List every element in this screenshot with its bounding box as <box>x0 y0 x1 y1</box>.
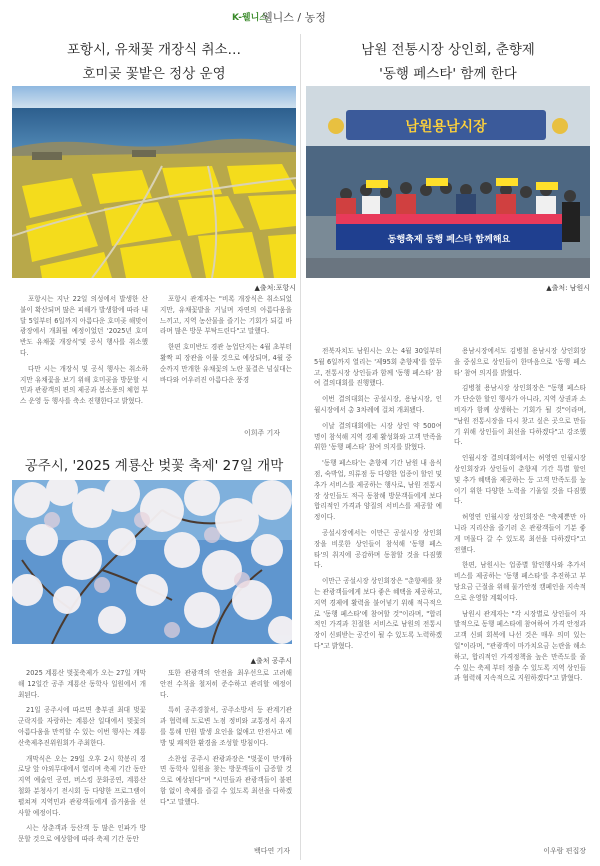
market-sign-text: 남원용남시장 <box>405 119 487 135</box>
photo-credit-gongju: ▲출처 공주시 <box>250 657 292 665</box>
photo-cherry-blossom <box>12 480 292 644</box>
market-banner-text: 동행축제 동행 페스타 함께해요 <box>387 235 511 245</box>
page-header <box>0 0 600 30</box>
photo-credit-pohang: ▲출처:포항시 <box>254 284 296 292</box>
reporter-gongju: 백다연 기자 <box>253 847 290 855</box>
article-namwon-body-col1: 전북자치도 남원시는 오는 4월 30일부터 5월 6일까지 열리는 '제95회 춘향제'를 앞두고, 전통시장 상인들과 함께 '동행 페스타' 참여 결의대회를 진행했다. 이번 결의대회는 공설시장, 용남시장, 인월시장에서 총 3차례에 걸쳐 개최됐다. 이날 결의대회에는 시장 상인 약 500여 명이 참석해 지역 경제 활성화와 고객 만족을 위한 '동행 페스타' 참여 의지를 밝혔다. '동행 페스타'는 춘향제 기간 남원 내 음식점, 숙박업, 의류점 등 다양한 업종이 할인 및 추가 서비스를 제공하는 행사로, 남원 전통시장 상인들도 적극 동참해 방문객들에게 보다 합리적인 가격과 양질의 서비스를 제공할 예정이다. 공설시장에서는 이만근 공설시장 상인회장을 비롯한 상인들이 참석해 '동행 페스타'의 취지에 공감하며 동참할 것을 다짐했다. 이만근 공설시장 상인회장은 "춘향제를 찾는 관광객들에게 보다 좋은 혜택을 제공하고, 지역 경제에 활력을 불어넣기 위해 적극적으로 '동행 페스타'에 참여할 것"이라며, "합리적인 가격과 친절한 서비스로 남원의 전통시장이 신뢰받는 공간이 될 수 있도록 노력하겠다"고 밝혔다. <box>314 347 442 650</box>
section-title: 웰니스 / 농정 <box>262 11 326 24</box>
photo-market-group <box>306 86 590 278</box>
article-gongju-body-col1: 2025 계룡산 벚꽃축제가 오는 27일 개막해 12일간 공주 계룡산 동학사 일원에서 개최된다. 21일 공주시에 따르면 충부권 최대 벚꽃군락지를 자랑하는 계룡산 일대에서 벚꽃의 아름다움을 만끽할 수 있는 이번 행사는 계룡산축제추진위원회가 주최한다. 개막식은 오는 29일 오후 2시 학봉리 경로당 앞 야외무대에서 열리며 축제 기간 동안 지역 예술인 공연, 버스킹 문화공연, 계룡산 철화 분청사기 전시회 등 다양한 프로그램이 펼쳐져 지역민과 관광객들에게 즐거움을 선사할 예정이다. 시는 상춘객과 등산객 등 많은 인파가 방문할 것으로 예상함에 따라 축제 기간 동안 <box>18 669 146 844</box>
article-gongju-headline[interactable]: 공주시, '2025 계룡산 벚꽃 축제' 27일 개막 <box>24 458 284 474</box>
reporter-pohang: 이희주 기자 <box>243 429 280 437</box>
article-namwon-body-col2: 용남시장에서도 김병철 용남시장 상인회장을 중심으로 상인들이 한마음으로 '동행 페스타' 참여 의지를 밝혔다. 김병철 용남시장 상인회장은 "동행 페스타가 단순한 할인 행사가 아니라, 지역 상권과 소비자가 함께 상생하는 기회가 될 것"이라며, "남원 전통시장을 다시 찾고 싶은 곳으로 만들기 위해 상인들이 최선을 다하겠다"고 강조했다. 인월시장 결의대회에서는 허영연 인월시장 상인회장과 상인들이 춘향제 기간 특별 할인 및 추가 혜택을 제공하는 등 고객 만족도를 높이기 위한 다양한 노력을 기울일 것을 다짐했다. 허영연 인월시장 상인회장은 "축제뿐만 아니라 지리산을 즐기러 온 관광객들이 기분 좋게 머물다 갈 수 있도록 최선을 다하겠다"고 전했다. 한편, 남원시는 업종별 할인행사와 추가서비스를 제공하는 '동행 페스타'를 추진하고 부당요금 근절을 위해 물가안정 캠페인을 지속적으로 운영할 계획이다. 남원시 관계자는 "각 시장별로 상인들이 자발적으로 동행 페스타에 참여하여 가격 안정과 고객 신뢰 회복에 나선 것은 매우 의미 있는 일"이라며, "관광객이 마가치요금 논란을 해소하고, 합리적인 가격정책을 높은 만족도를 줄수 있는 축제 부터 정출 수 있도록 지역 상인들과 협력해 지속적으로 지원하겠다"고 밝혔다. <box>454 347 586 683</box>
column-divider <box>300 34 301 860</box>
article-namwon <box>306 38 590 86</box>
article-gongju-body-col2: 또한 관광객의 안전을 최우선으로 고려해 안전 수칙을 철저히 준수하고 관리할 예정이다. 특히 공주경찰서, 공주소방서 등 관계기관과 협력해 도로변 노점 정비와 교통정서 유지를 통해 민원 발생 요인을 없애고 안전사고 예방 및 쾌적한 환경을 조성할 방침이다. 소찬섭 공주시 관광과장은 "벚꽃이 만개하면 동학사 일원을 찾는 방문객들이 급증할 것으로 예상된다"며 "시민들과 관광객들이 불편함 없이 축제를 즐길 수 있도록 최선을 다하겠다"고 말했다. <box>160 669 292 806</box>
article-gongju <box>12 454 296 478</box>
article-pohang-body-col2: 포항시 관계자는 "비록 개장식은 취소되었지만, 유채꽃밭을 거닐며 자연의 아름다움을 느끼고, 지역 농산물을 즐기는 기회가 되길 바라며 많은 방문 부탁드린다"고 말했다. 한편 호미반도 경관 농업단지는 4월 초부터 활짝 피 장관을 이룰 것으로 예상되며, 4월 중순까지 만개한 유채꽃의 노란 물결은 넘실대는 바다와 어우러진 아름다운 풍경 <box>160 295 292 384</box>
photo-credit-namwon: ▲출처: 남원시 <box>546 284 590 292</box>
article-namwon-headline[interactable]: 남원 전통시장 상인회, 춘향제 '동행 페스타' 함께 한다 <box>361 42 535 82</box>
article-pohang-body-col1: 포항시는 지난 22일 의성에서 발생한 산불이 확산되며 많은 피해가 발생함에 따라 내달 5일부터 6일까지 아름다운 호미곶 해맞이 광장에서 개최될 예정이었던 '2025년 호미반도 유채꽃 개장식'및 공식 행사를 취소했다. 다만 시는 개장식 및 공식 행사는 취소하지만 유채꽃을 보기 위해 호미곶을 방문할 시민과 관광객의 편의 제공과 봄소풍의 체험 부스 운영 등 행사를 축소 진행한다고 밝혔다. <box>20 295 148 406</box>
reporter-namwon: 이우람 편집장 <box>543 847 586 855</box>
photo-canola-field <box>12 86 296 278</box>
article-pohang <box>12 38 296 86</box>
article-pohang-headline[interactable]: 포항시, 유채꽃 개장식 취소… 호미곶 꽃밭은 정상 운영 <box>66 42 242 82</box>
brand-logo: K-웰니스 <box>232 13 269 23</box>
